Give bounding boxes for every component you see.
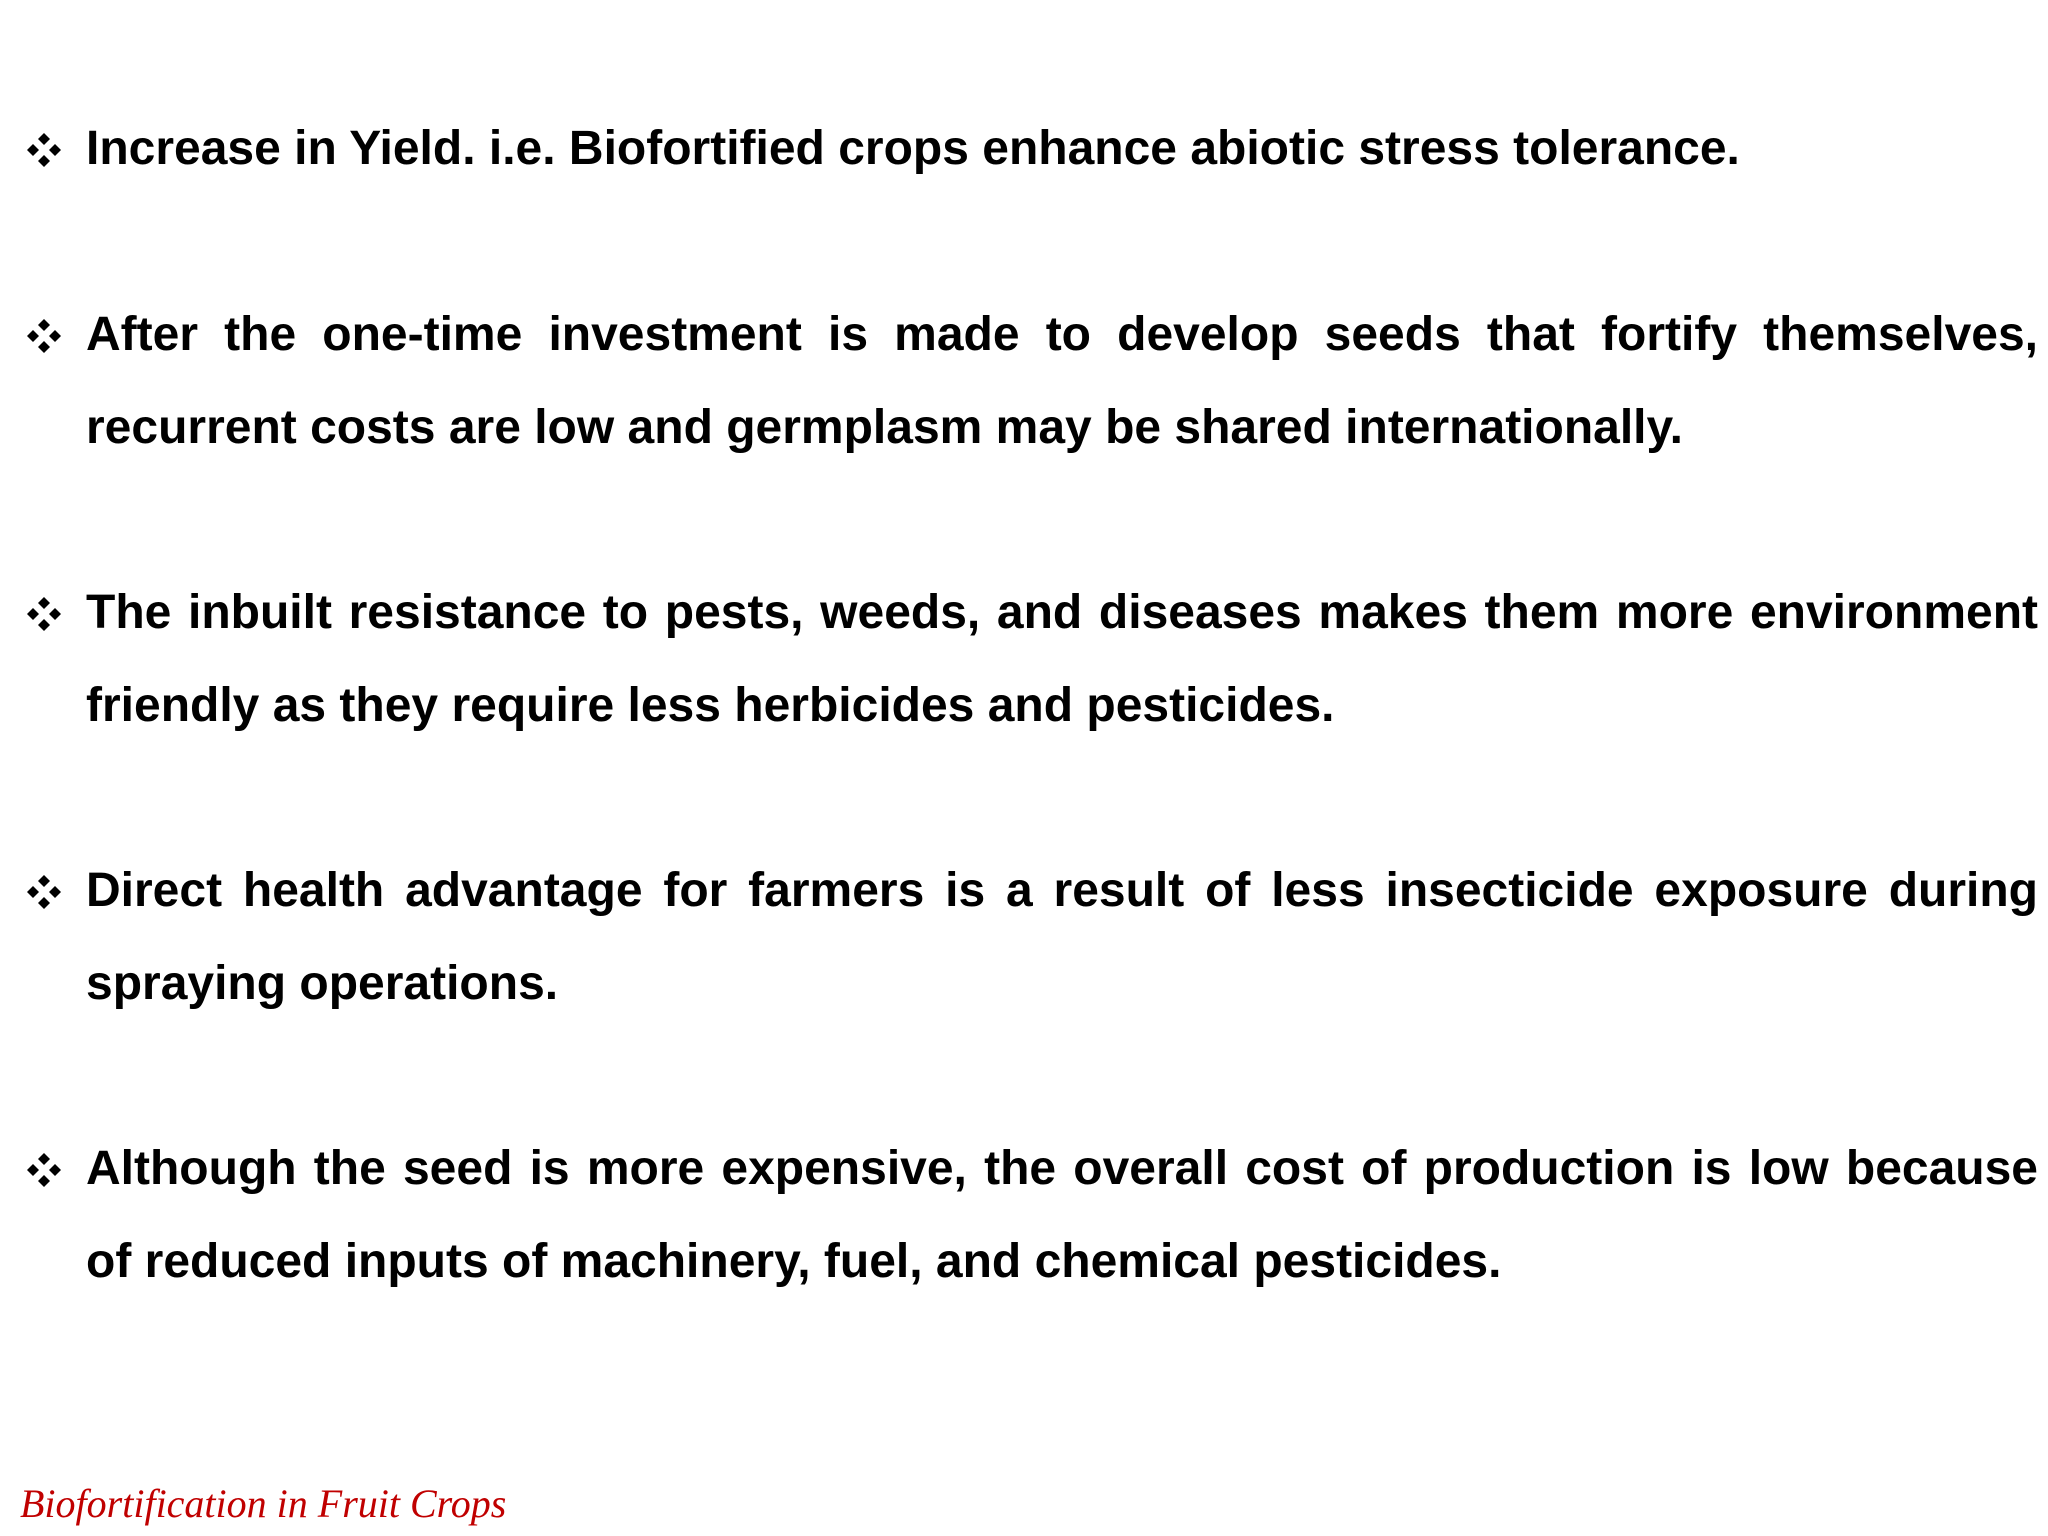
four-diamond-bullet-icon — [26, 318, 62, 354]
bullet-text: Although the seed is more expensive, the overall cost of production is low because of reduced inputs of machinery, fuel, and chemical pesticides. — [86, 1142, 2038, 1288]
four-diamond-bullet-icon — [26, 1152, 62, 1188]
bullet-text: Direct health advantage for farmers is a result of less insecticide exposure during spraying operations. — [86, 864, 2038, 1010]
four-diamond-bullet-icon — [26, 132, 62, 168]
footer-title: Biofortification in Fruit Crops — [20, 1481, 507, 1526]
four-diamond-bullet-icon — [26, 596, 62, 632]
four-diamond-bullet-icon — [26, 874, 62, 910]
bullet-text: After the one-time investment is made to develop seeds that fortify themselves, recurrent costs are low and germplasm may be shared internationally. — [86, 308, 2038, 454]
bullet-text: The inbuilt resistance to pests, weeds, and diseases makes them more environment friendly as they require less herbicides and pesticides. — [86, 586, 2038, 732]
bullet-text: Increase in Yield. i.e. Biofortified crops enhance abiotic stress tolerance. — [86, 122, 1740, 175]
